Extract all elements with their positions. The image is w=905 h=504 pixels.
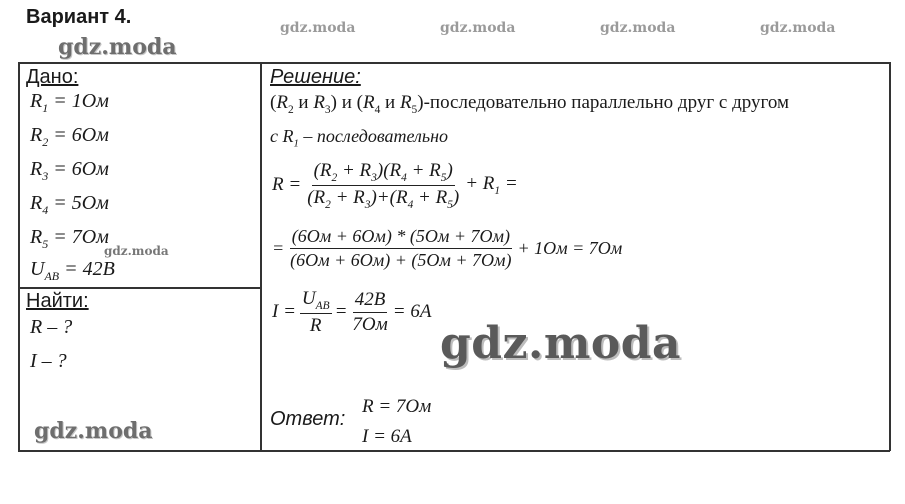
formula-r-numeric: = $\frac{(6Ом + 6Ом) * (5Ом + 7Ом)}{(6Ом + 6Ом) + (5Ом + 7Ом)}$ + 1Ом = 7Ом: [272, 226, 623, 270]
table-border-bottom: [18, 450, 890, 452]
watermark: gdz.moda: [104, 244, 169, 258]
find-item-i: I – ?: [30, 350, 67, 372]
solution-text-line2: с $R_1$ – последовательно: [270, 126, 449, 150]
table-border-right: [889, 62, 891, 451]
watermark: gdz.moda: [58, 34, 177, 60]
answer-r: R = 7Ом: [362, 396, 432, 417]
watermark: gdz.moda: [440, 20, 516, 36]
given-heading: Дано:: [26, 66, 79, 88]
given-uab: $U_{AB} = 42B$: [30, 258, 115, 283]
solution-text-line1: ($R_2$ и $R_3$) и ($R_4$ и $R_5$)-последовательно параллельно друг с другом: [270, 92, 789, 116]
solution-heading: Решение:: [270, 66, 361, 88]
watermark: gdz.moda: [34, 418, 153, 444]
table-border-top: [18, 62, 890, 64]
find-item-r: R – ?: [30, 316, 73, 338]
formula-current: I = $\frac{U_{AB}}{R}$ = $\frac{42B}{7Ом}$ = 6A: [272, 288, 432, 336]
table-column-divider: [260, 62, 262, 451]
given-r1: $R_1 = 1Ом$: [30, 90, 109, 115]
given-find-divider: [18, 287, 261, 289]
answer-i: I = 6A: [362, 426, 412, 447]
watermark: gdz.moda: [600, 20, 676, 36]
given-r5: $R_5 = 7Ом$: [30, 226, 109, 251]
watermark: gdz.moda: [280, 20, 356, 36]
given-r4: $R_4 = 5Ом$: [30, 192, 109, 217]
page-title: Вариант 4.: [26, 6, 132, 28]
formula-r-general: R = $\frac{(R_2 + R_3)(R_4 + R_5)}{(R_2 + R_3)+(R_4 + R_5)}$ + $R_1$ =: [272, 160, 518, 211]
given-r2: $R_2 = 6Ом$: [30, 124, 109, 149]
given-r3: $R_3 = 6Ом$: [30, 158, 109, 183]
answer-heading: Ответ:: [270, 408, 346, 430]
table-border-left: [18, 62, 20, 451]
find-heading: Найти:: [26, 290, 89, 312]
watermark: gdz.moda: [440, 318, 682, 369]
watermark: gdz.moda: [760, 20, 836, 36]
